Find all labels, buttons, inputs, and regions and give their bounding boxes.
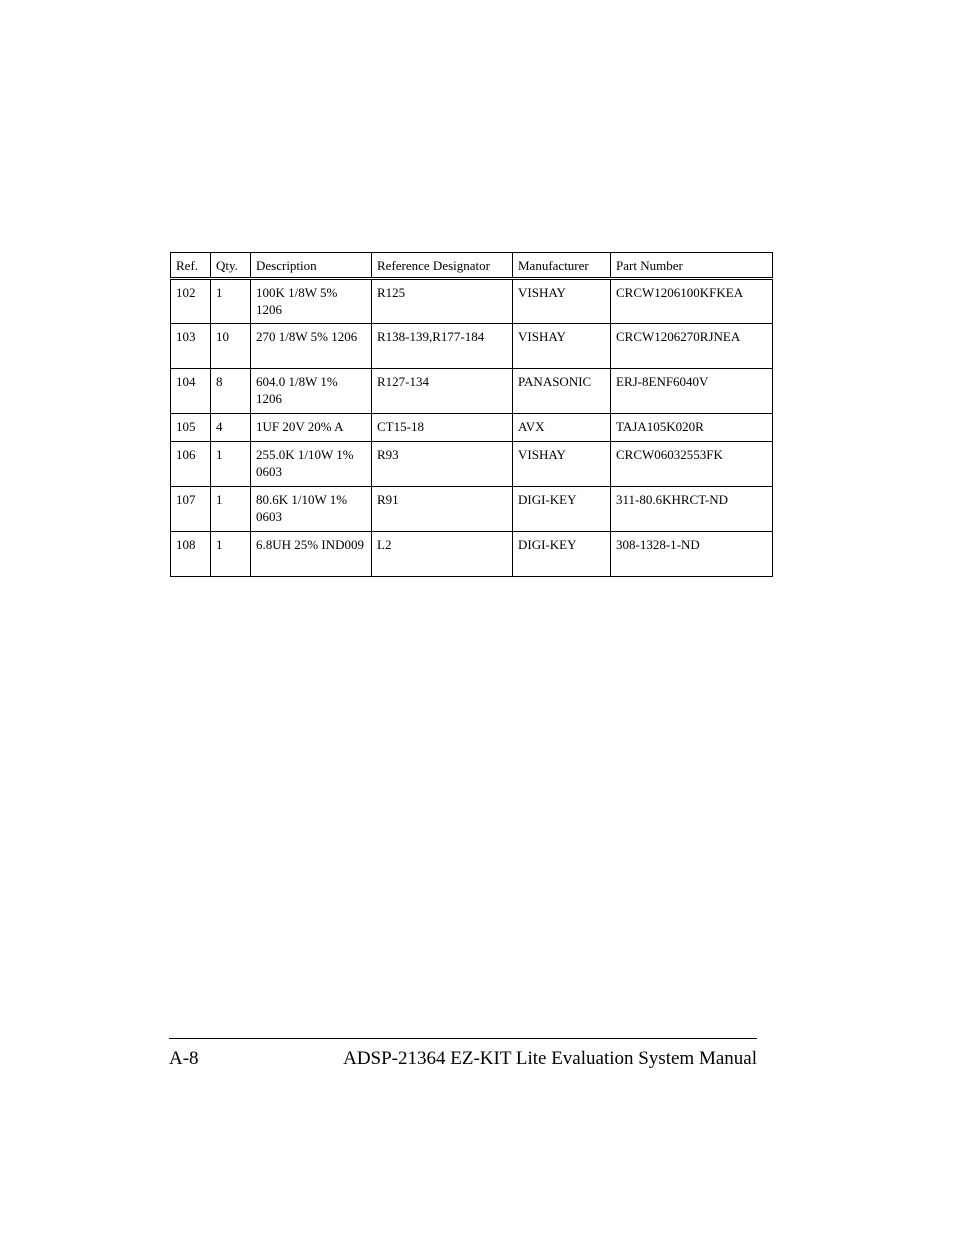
cell-description: 255.0K 1/10W 1% 0603 <box>251 442 372 487</box>
cell-qty: 1 <box>211 442 251 487</box>
cell-part-number: CRCW06032553FK <box>611 442 773 487</box>
cell-manufacturer: VISHAY <box>513 442 611 487</box>
page-number: A-8 <box>169 1048 199 1069</box>
cell-ref: 106 <box>171 442 211 487</box>
header-description: Description <box>251 253 372 279</box>
cell-designator: R138-139,R177-184 <box>372 324 513 369</box>
cell-ref: 107 <box>171 487 211 532</box>
cell-qty: 1 <box>211 487 251 532</box>
cell-manufacturer: VISHAY <box>513 324 611 369</box>
table-row <box>171 442 773 487</box>
table-row <box>171 369 773 414</box>
header-part-number: Part Number <box>611 253 773 279</box>
cell-designator: L2 <box>372 532 513 577</box>
cell-ref: 105 <box>171 414 211 442</box>
table-row <box>171 279 773 324</box>
cell-description: 100K 1/8W 5% 1206 <box>251 279 372 324</box>
header-manufacturer: Manufacturer <box>513 253 611 279</box>
cell-manufacturer: VISHAY <box>513 279 611 324</box>
cell-description: 270 1/8W 5% 1206 <box>251 324 372 369</box>
cell-part-number: 311-80.6KHRCT-ND <box>611 487 773 532</box>
cell-description: 604.0 1/8W 1% 1206 <box>251 369 372 414</box>
table-row <box>171 324 773 369</box>
cell-description: 6.8UH 25% IND009 <box>251 532 372 577</box>
cell-qty: 10 <box>211 324 251 369</box>
cell-ref: 102 <box>171 279 211 324</box>
cell-ref: 108 <box>171 532 211 577</box>
cell-qty: 8 <box>211 369 251 414</box>
table-row <box>171 414 773 442</box>
cell-part-number: CRCW1206270RJNEA <box>611 324 773 369</box>
cell-qty: 1 <box>211 532 251 577</box>
bill-of-materials-table <box>170 252 773 577</box>
header-ref: Ref. <box>171 253 211 279</box>
cell-ref: 103 <box>171 324 211 369</box>
cell-designator: R91 <box>372 487 513 532</box>
header-qty: Qty. <box>211 253 251 279</box>
cell-manufacturer: DIGI-KEY <box>513 487 611 532</box>
table-header-row <box>171 253 773 279</box>
footer-divider <box>169 1038 757 1039</box>
cell-designator: R127-134 <box>372 369 513 414</box>
cell-description: 80.6K 1/10W 1% 0603 <box>251 487 372 532</box>
cell-qty: 4 <box>211 414 251 442</box>
cell-designator: CT15-18 <box>372 414 513 442</box>
table-row <box>171 532 773 577</box>
cell-part-number: 308-1328-1-ND <box>611 532 773 577</box>
cell-qty: 1 <box>211 279 251 324</box>
cell-designator: R93 <box>372 442 513 487</box>
cell-ref: 104 <box>171 369 211 414</box>
cell-part-number: ERJ-8ENF6040V <box>611 369 773 414</box>
header-reference-designator: Reference Designator <box>372 253 513 279</box>
cell-manufacturer: AVX <box>513 414 611 442</box>
cell-description: 1UF 20V 20% A <box>251 414 372 442</box>
cell-manufacturer: DIGI-KEY <box>513 532 611 577</box>
manual-title: ADSP-21364 EZ-KIT Lite Evaluation System Manual <box>343 1048 757 1069</box>
cell-part-number: CRCW1206100KFKEA <box>611 279 773 324</box>
cell-designator: R125 <box>372 279 513 324</box>
cell-manufacturer: PANASONIC <box>513 369 611 414</box>
table-row <box>171 487 773 532</box>
cell-part-number: TAJA105K020R <box>611 414 773 442</box>
